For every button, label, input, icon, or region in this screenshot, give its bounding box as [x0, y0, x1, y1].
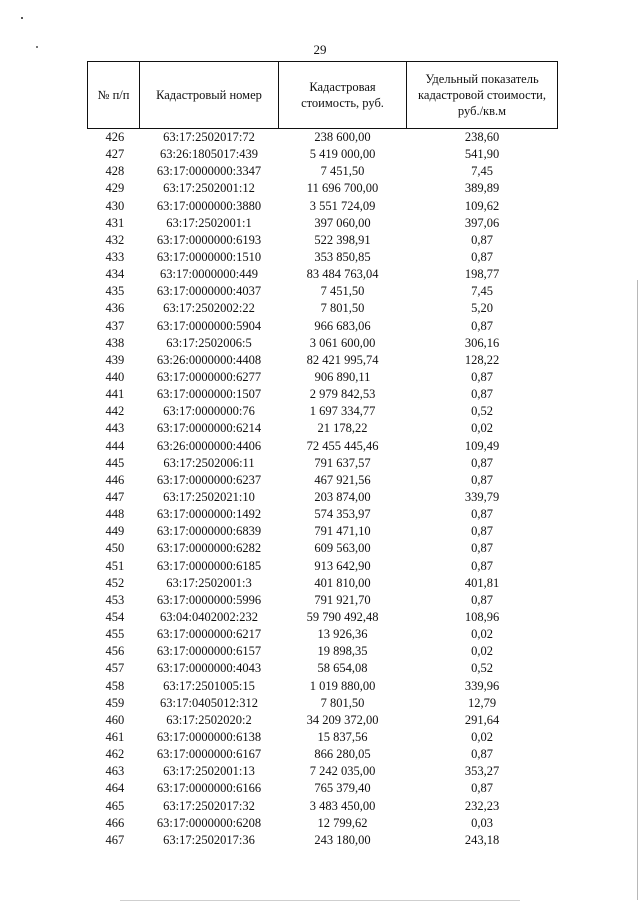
table-row [88, 129, 558, 147]
cadastral-table-container [87, 61, 557, 849]
scan-bottom-line [120, 900, 520, 901]
cadastral-number-cell: 63:17:0000000:5904 [156, 318, 262, 333]
cadastral-cost-cell: 791 921,70 [314, 592, 371, 607]
row-number-cell: 445 [105, 455, 125, 470]
row-number-cell: 426 [88, 129, 140, 147]
cadastral-number-cell: 63:04:0402002:232 [160, 610, 258, 624]
table-row [88, 318, 558, 335]
row-number-cell: 452 [105, 575, 125, 590]
cadastral-number-cell: 63:17:0000000:6214 [156, 421, 262, 436]
table-row [88, 420, 558, 437]
cadastral-number-cell: 63:17:0000000:6217 [156, 627, 262, 642]
table-row [88, 146, 558, 163]
table-row [88, 180, 558, 197]
cadastral-cost-cell: 866 280,05 [314, 747, 371, 762]
specific-rate-cell: 0,87 [471, 387, 493, 402]
row-number-cell: 427 [105, 147, 125, 162]
table-row [88, 472, 558, 489]
table-row [88, 249, 558, 266]
specific-rate-cell: 0,87 [471, 370, 493, 385]
row-number-cell: 466 [105, 815, 125, 830]
cadastral-number-cell: 63:17:2502017:36 [163, 832, 255, 847]
cadastral-cost-cell: 913 642,90 [314, 558, 371, 573]
table-row [88, 763, 558, 780]
table-row [88, 266, 558, 283]
specific-rate-cell: 108,96 [464, 610, 500, 624]
specific-rate-cell: 7,45 [471, 284, 493, 299]
cadastral-cost-cell: 574 353,97 [314, 507, 371, 522]
cadastral-number-cell: 63:17:2502020:2 [166, 712, 252, 727]
specific-rate-cell: 541,90 [464, 147, 500, 162]
row-number-cell: 465 [105, 798, 125, 813]
cadastral-cost-cell: 522 398,91 [314, 232, 371, 247]
cadastral-number-cell: 63:26:1805017:439 [160, 147, 258, 162]
table-row [88, 489, 558, 506]
specific-rate-cell: 0,87 [471, 455, 493, 470]
table-row [88, 643, 558, 660]
specific-rate-cell: 0,87 [471, 592, 493, 607]
cadastral-number-cell: 63:17:2502001:13 [163, 764, 255, 779]
cadastral-cost-cell: 609 563,00 [314, 541, 371, 556]
row-number-cell: 453 [105, 592, 125, 607]
table-row [88, 832, 558, 849]
row-number-cell: 430 [105, 198, 125, 213]
header-num: № п/п [88, 62, 140, 129]
specific-rate-cell: 109,49 [464, 438, 500, 453]
cadastral-number-cell: 63:17:0000000:3347 [156, 164, 262, 179]
specific-rate-cell: 0,87 [471, 318, 493, 333]
header-cadastral-cost: Кадастровая стоимость, руб. [279, 62, 407, 129]
cadastral-number-cell: 63:17:2502006:5 [166, 335, 252, 350]
table-row [88, 369, 558, 386]
row-number-cell: 463 [105, 764, 125, 779]
cadastral-cost-cell: 966 683,06 [314, 318, 371, 333]
table-row [88, 386, 558, 403]
header-row [88, 62, 558, 129]
row-number-cell: 433 [105, 250, 125, 265]
specific-rate-cell: 401,81 [464, 575, 500, 590]
specific-rate-cell: 0,02 [471, 627, 493, 642]
cadastral-number-cell: 63:17:0000000:6193 [156, 232, 262, 247]
specific-rate-cell: 0,02 [471, 729, 493, 744]
specific-rate-cell: 0,87 [471, 781, 493, 796]
specific-rate-cell: 0,87 [471, 541, 493, 556]
table-row [88, 712, 558, 729]
cadastral-number-cell: 63:17:2502017:32 [163, 798, 255, 813]
table-row [88, 592, 558, 609]
cadastral-number-cell: 63:17:0000000:1510 [156, 250, 262, 265]
specific-rate-cell: 5,20 [471, 301, 493, 316]
cadastral-cost-cell: 243 180,00 [314, 832, 371, 847]
specific-rate-cell: 0,52 [471, 661, 493, 676]
row-number-cell: 448 [105, 507, 125, 522]
specific-rate-cell: 243,18 [464, 832, 500, 847]
row-number-cell: 458 [105, 678, 125, 693]
row-number-cell: 459 [105, 695, 125, 710]
cadastral-number-cell: 63:17:2502001:12 [163, 181, 255, 196]
row-number-cell: 438 [105, 335, 125, 350]
cadastral-cost-cell: 397 060,00 [314, 215, 371, 230]
row-number-cell: 437 [105, 318, 125, 333]
cadastral-cost-cell: 82 421 995,74 [306, 352, 379, 367]
specific-rate-cell: 0,02 [471, 421, 493, 436]
cadastral-cost-cell: 401 810,00 [314, 575, 371, 590]
cadastral-number-cell: 63:17:0405012:312 [160, 695, 258, 710]
specific-rate-cell: 7,45 [471, 164, 493, 179]
cadastral-number-cell: 63:17:2501005:15 [163, 678, 255, 693]
row-number-cell: 436 [105, 301, 125, 316]
specific-rate-cell: 389,89 [464, 181, 500, 196]
cadastral-cost-cell: 7 451,50 [320, 164, 365, 179]
specific-rate-cell: 109,62 [464, 198, 500, 213]
cadastral-cost-cell: 7 451,50 [320, 284, 365, 299]
cadastral-cost-cell: 765 379,40 [314, 781, 371, 796]
row-number-cell: 456 [105, 644, 125, 659]
table-header [88, 62, 558, 129]
row-number-cell: 461 [105, 729, 125, 744]
cadastral-cost-cell: 1 697 334,77 [309, 404, 376, 419]
specific-rate-cell: 0,87 [471, 747, 493, 762]
cadastral-cost-cell: 58 654,08 [317, 661, 368, 676]
table-row [88, 815, 558, 832]
cadastral-number-cell: 63:17:0000000:4043 [156, 661, 262, 676]
table-row [88, 746, 558, 763]
table-row [88, 678, 558, 695]
cadastral-number-cell: 63:17:0000000:6138 [156, 729, 262, 744]
cadastral-number-cell: 63:17:0000000:76 [163, 404, 255, 419]
cadastral-number-cell: 63:17:0000000:6839 [156, 524, 262, 539]
table-row [88, 215, 558, 232]
row-number-cell: 454 [105, 610, 125, 624]
cadastral-cost-cell: 3 551 724,09 [309, 198, 376, 213]
scan-speck [21, 17, 23, 19]
cadastral-cost-cell: 906 890,11 [314, 370, 371, 385]
table-row [88, 523, 558, 540]
table-row [88, 540, 558, 557]
cadastral-cost-cell: 791 471,10 [314, 524, 371, 539]
row-number-cell: 447 [105, 490, 125, 505]
cadastral-number-cell: 63:26:0000000:4408 [156, 352, 262, 367]
row-number-cell: 439 [105, 352, 125, 367]
table-row [88, 232, 558, 249]
cadastral-cost-cell: 2 979 842,53 [309, 387, 376, 402]
specific-rate-cell: 353,27 [464, 764, 500, 779]
table-row [88, 283, 558, 300]
cadastral-cost-cell: 3 061 600,00 [309, 335, 376, 350]
row-number-cell: 432 [105, 232, 125, 247]
specific-rate-cell: 339,96 [464, 678, 500, 693]
row-number-cell: 464 [105, 781, 125, 796]
table-body [88, 129, 558, 849]
cadastral-cost-cell: 12 799,62 [317, 815, 368, 830]
table-row [88, 609, 558, 626]
cadastral-cost-cell: 353 850,85 [314, 250, 371, 265]
cadastral-number-cell: 63:17:0000000:6282 [156, 541, 262, 556]
row-number-cell: 431 [105, 215, 125, 230]
table-row [88, 660, 558, 677]
cadastral-cost-cell: 203 874,00 [314, 490, 371, 505]
cadastral-cost-cell: 7 801,50 [320, 301, 365, 316]
table-row [88, 163, 558, 180]
cadastral-number-cell: 63:17:2502001:1 [166, 215, 252, 230]
table-row [88, 300, 558, 317]
cadastral-number-cell: 63:17:2502001:3 [166, 575, 252, 590]
page-number: 29 [313, 42, 327, 57]
cadastral-cost-cell: 467 921,56 [314, 472, 371, 487]
table-row [88, 729, 558, 746]
specific-rate-cell: 0,03 [471, 815, 493, 830]
row-number-cell: 443 [105, 421, 125, 436]
specific-rate-cell: 232,23 [464, 798, 500, 813]
specific-rate-cell: 397,06 [464, 215, 500, 230]
table-row [88, 352, 558, 369]
cadastral-cost-cell: 19 898,35 [317, 644, 368, 659]
table-row [88, 403, 558, 420]
cadastral-cost-cell: 34 209 372,00 [306, 712, 379, 727]
specific-rate-cell: 0,87 [471, 250, 493, 265]
cadastral-number-cell: 63:17:0000000:6157 [156, 644, 262, 659]
cadastral-table [87, 61, 558, 849]
specific-rate-cell: 0,87 [471, 524, 493, 539]
row-number-cell: 446 [105, 472, 125, 487]
table-row [88, 797, 558, 814]
cadastral-number-cell: 63:17:2502017:72 [140, 129, 279, 147]
row-number-cell: 429 [105, 181, 125, 196]
cadastral-number-cell: 63:17:0000000:1492 [156, 507, 262, 522]
table-row [88, 506, 558, 523]
cadastral-number-cell: 63:17:0000000:6185 [156, 558, 262, 573]
specific-rate-cell: 291,64 [464, 712, 500, 727]
cadastral-number-cell: 63:17:0000000:6277 [156, 370, 262, 385]
row-number-cell: 441 [105, 387, 125, 402]
specific-rate-cell: 238,60 [407, 129, 558, 147]
cadastral-number-cell: 63:17:0000000:1507 [156, 387, 262, 402]
specific-rate-cell: 0,52 [471, 404, 493, 419]
cadastral-number-cell: 63:17:0000000:6237 [156, 472, 262, 487]
cadastral-number-cell: 63:26:0000000:4406 [156, 438, 262, 453]
specific-rate-cell: 0,02 [471, 644, 493, 659]
scan-edge-line [637, 280, 638, 900]
cadastral-number-cell: 63:17:2502006:11 [163, 455, 255, 470]
cadastral-number-cell: 63:17:0000000:449 [160, 267, 258, 282]
specific-rate-cell: 0,87 [471, 558, 493, 573]
row-number-cell: 467 [105, 832, 125, 847]
cadastral-number-cell: 63:17:2502002:22 [163, 301, 255, 316]
row-number-cell: 457 [105, 661, 125, 676]
cadastral-number-cell: 63:17:2502021:10 [163, 490, 255, 505]
row-number-cell: 428 [105, 164, 125, 179]
row-number-cell: 450 [105, 541, 125, 556]
specific-rate-cell: 198,77 [464, 267, 500, 282]
row-number-cell: 451 [105, 558, 125, 573]
cadastral-cost-cell: 15 837,56 [317, 729, 368, 744]
row-number-cell: 455 [105, 627, 125, 642]
cadastral-number-cell: 63:17:0000000:3880 [156, 198, 262, 213]
table-row [88, 575, 558, 592]
specific-rate-cell: 339,79 [464, 490, 500, 505]
cadastral-number-cell: 63:17:0000000:6166 [156, 781, 262, 796]
cadastral-cost-cell: 83 484 763,04 [306, 267, 379, 282]
table-row [88, 438, 558, 455]
cadastral-cost-cell: 7 801,50 [320, 695, 365, 710]
cadastral-cost-cell: 11 696 700,00 [306, 181, 379, 196]
row-number-cell: 435 [105, 284, 125, 299]
cadastral-cost-cell: 238 600,00 [279, 129, 407, 147]
row-number-cell: 444 [105, 438, 125, 453]
row-number-cell: 462 [105, 747, 125, 762]
specific-rate-cell: 306,16 [464, 335, 500, 350]
cadastral-cost-cell: 3 483 450,00 [309, 798, 376, 813]
header-specific-rate: Удельный показатель кадастровой стоимости, руб./кв.м [407, 62, 558, 129]
table-row [88, 780, 558, 797]
cadastral-cost-cell: 59 790 492,48 [306, 610, 379, 624]
row-number-cell: 440 [105, 370, 125, 385]
row-number-cell: 460 [105, 712, 125, 727]
cadastral-number-cell: 63:17:0000000:6208 [156, 815, 262, 830]
cadastral-number-cell: 63:17:0000000:5996 [156, 592, 262, 607]
row-number-cell: 449 [105, 524, 125, 539]
table-row [88, 626, 558, 643]
specific-rate-cell: 0,87 [471, 472, 493, 487]
cadastral-number-cell: 63:17:0000000:6167 [156, 747, 262, 762]
table-row [88, 558, 558, 575]
table-row [88, 455, 558, 472]
specific-rate-cell: 0,87 [471, 232, 493, 247]
cadastral-cost-cell: 13 926,36 [317, 627, 368, 642]
cadastral-cost-cell: 21 178,22 [317, 421, 368, 436]
specific-rate-cell: 12,79 [467, 695, 497, 710]
table-row [88, 198, 558, 215]
cadastral-cost-cell: 791 637,57 [314, 455, 371, 470]
row-number-cell: 442 [105, 404, 125, 419]
cadastral-cost-cell: 5 419 000,00 [309, 147, 376, 162]
table-row [88, 335, 558, 352]
cadastral-cost-cell: 72 455 445,46 [306, 438, 379, 453]
specific-rate-cell: 0,87 [471, 507, 493, 522]
cadastral-cost-cell: 1 019 880,00 [309, 678, 376, 693]
header-cadastral-number: Кадастровый номер [140, 62, 279, 129]
cadastral-cost-cell: 7 242 035,00 [309, 764, 376, 779]
table-row [88, 695, 558, 712]
row-number-cell: 434 [105, 267, 125, 282]
cadastral-number-cell: 63:17:0000000:4037 [156, 284, 262, 299]
specific-rate-cell: 128,22 [464, 352, 500, 367]
